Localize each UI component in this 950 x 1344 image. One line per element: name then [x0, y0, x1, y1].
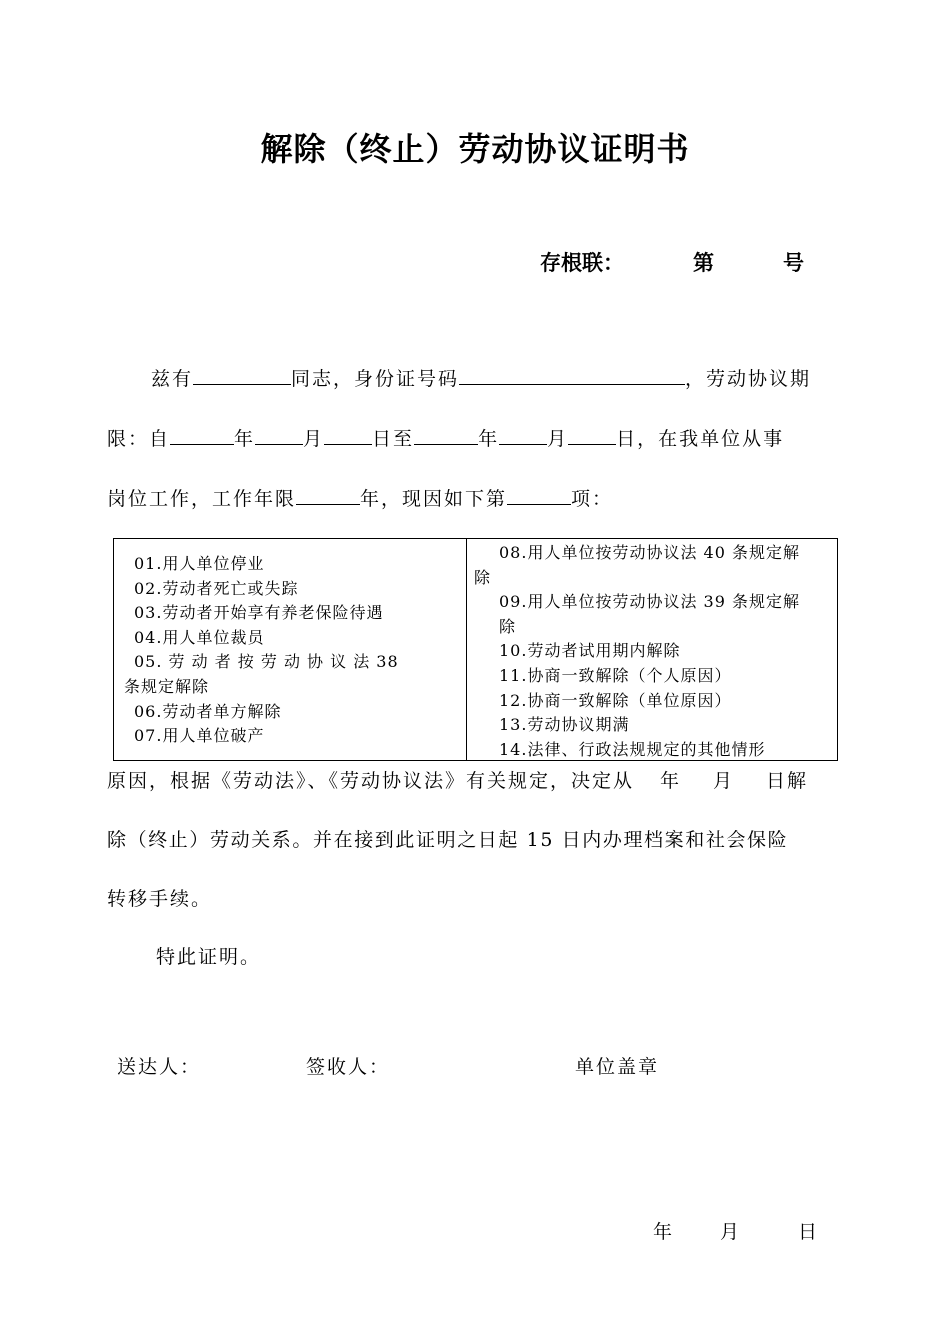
body-line-1: [151, 364, 811, 391]
reason-list-left: [124, 539, 459, 749]
date-month: 月: [720, 1221, 742, 1243]
reason-08-cont: 除: [474, 567, 492, 587]
document-title: 解除（终止）劳动协议证明书: [260, 130, 690, 168]
end-day-blank[interactable]: [568, 424, 616, 445]
text-item: 项：: [571, 488, 614, 510]
body-line-6: 转移手续。: [107, 888, 213, 910]
reason-list-right: [474, 539, 834, 762]
reason-12: 12.协商一致解除（单位原因）: [499, 690, 732, 710]
receiver-label: 签收人：: [306, 1056, 391, 1078]
text-month-2: 月: [547, 428, 569, 450]
body-line-3: [107, 484, 613, 511]
text-from: 限：自: [107, 428, 171, 450]
reason-table: [113, 538, 838, 761]
text-reason-item: 年，现因如下第: [360, 488, 508, 510]
reason-13: 13.劳动协议期满: [499, 715, 630, 735]
stub-number-hao: 号: [783, 251, 804, 275]
reason-05-cont: 条规定解除: [124, 676, 210, 696]
text-day-employer: 日，在我单位从事: [616, 428, 785, 450]
start-year-blank[interactable]: [170, 424, 234, 445]
text-month-3: 月: [713, 770, 735, 792]
body-line-2: [107, 424, 784, 451]
seal-label: 单位盖章: [575, 1056, 660, 1078]
reason-07: 07.用人单位破产: [134, 726, 265, 746]
id-number-blank[interactable]: [459, 364, 685, 385]
text-zi-you: 兹有: [151, 368, 194, 390]
reason-08: 08.用人单位按劳动协议法 40 条规定解: [499, 543, 800, 562]
certify-text: 特此证明。: [156, 946, 262, 968]
text-year-2: 年: [478, 428, 500, 450]
reason-05: 05. 劳 动 者 按 劳 动 协 议 法 38: [134, 652, 399, 672]
work-years-blank[interactable]: [296, 484, 360, 505]
stub-number-di: 第: [693, 251, 714, 275]
text-year-3: 年: [660, 770, 682, 792]
reason-item-blank[interactable]: [507, 484, 571, 505]
text-day-to: 日至: [372, 428, 415, 450]
body-line-5: 除（终止）劳动关系。并在接到此证明之日起 15 日内办理档案和社会保险: [107, 829, 789, 851]
stub-label: 存根联：: [540, 251, 624, 275]
reason-04: 04.用人单位裁员: [134, 627, 265, 647]
text-id-label: 同志，身份证号码: [291, 368, 460, 390]
reason-02: 02.劳动者死亡或失踪: [134, 578, 299, 598]
body-line-4: [107, 766, 808, 793]
text-day-terminate: 日解: [766, 770, 809, 792]
table-divider: [466, 539, 467, 760]
end-year-blank[interactable]: [414, 424, 478, 445]
reason-09-cont: 除: [499, 616, 517, 636]
deliverer-label: 送达人：: [117, 1056, 202, 1078]
reason-14: 14.法律、行政法规规定的其他情形: [499, 739, 766, 759]
reason-11: 11.协商一致解除（个人原因）: [499, 665, 732, 685]
reason-09: 09.用人单位按劳动协议法 39 条规定解: [499, 592, 800, 612]
end-month-blank[interactable]: [499, 424, 547, 445]
date-year: 年: [653, 1221, 675, 1243]
text-position-years: 岗位工作，工作年限: [107, 488, 297, 510]
reason-06: 06.劳动者单方解除: [134, 701, 282, 721]
start-month-blank[interactable]: [255, 424, 303, 445]
text-legal-basis: 原因，根据《劳动法》、《劳动协议法》有关规定，决定从: [107, 770, 635, 792]
date-day: 日: [798, 1221, 820, 1243]
reason-03: 03.劳动者开始享有养老保险待遇: [134, 603, 384, 623]
reason-10: 10.劳动者试用期内解除: [499, 641, 681, 661]
name-blank[interactable]: [193, 364, 291, 385]
text-year: 年: [234, 428, 256, 450]
text-month: 月: [303, 428, 325, 450]
text-contract-period: ，劳动协议期: [685, 368, 812, 390]
start-day-blank[interactable]: [324, 424, 372, 445]
reason-01: 01.用人单位停业: [134, 554, 265, 573]
